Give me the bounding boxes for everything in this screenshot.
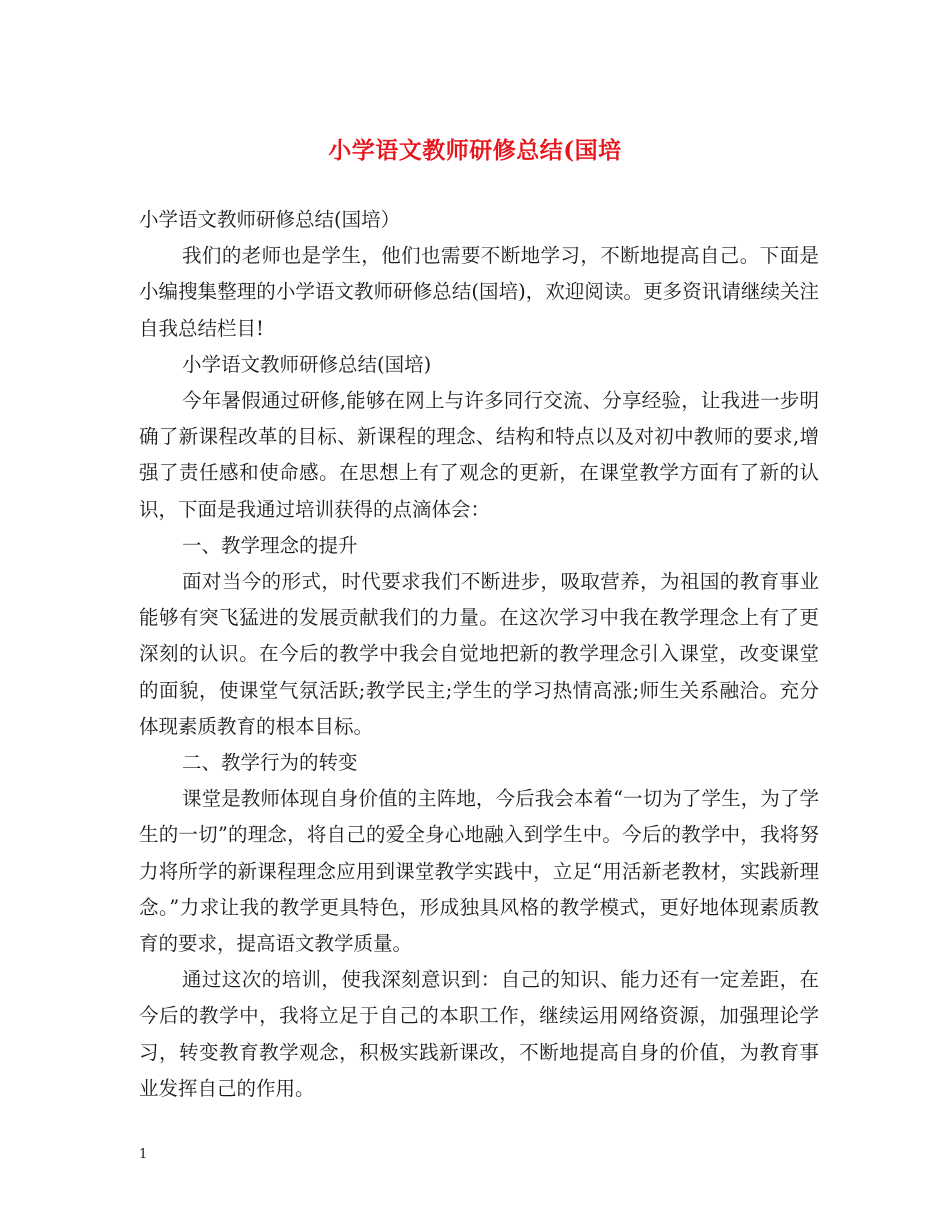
paragraph-heading-repeat: 小学语文教师研修总结(国培）: [139, 208, 401, 231]
page-number: 1: [139, 1147, 148, 1162]
paragraph-summer-training: 今年暑假通过研修,能够在网上与许多同行交流、分享经验，让我进一步明确了新课程改革的目标、新课程的理念、结构和特点以及对初中教师的要求,增强了责任感和使命感。在思想上有了观念的更新，在课堂教学方面有了新的认识，下面是我通过培训获得的点滴体会：: [139, 389, 819, 521]
paragraph-teaching-behavior: 课堂是教师体现自身价值的主阵地，今后我会本着“一切为了学生，为了学生的一切”的理念，将自己的爱全身心地融入到学生中。今后的教学中，我将努力将所学的新课程理念应用到课堂教学实践中，立足“用活新老教材，实践新理念。”力求让我的教学更具特色，形成独具风格的教学模式，更好地体现素质教育的要求，提高语文教学质量。: [139, 787, 819, 956]
section-heading-2: 二、教学行为的转变: [182, 751, 358, 775]
document-body: [139, 202, 819, 1107]
section-heading-1: 一、教学理念的提升: [182, 533, 358, 557]
paragraph-subtitle: 小学语文教师研修总结(国培): [182, 352, 432, 376]
paragraph-teaching-philosophy: 面对当今的形式，时代要求我们不断进步，吸取营养，为祖国的教育事业能够有突飞猛进的发展贡献我们的力量。在这次学习中我在教学理念上有了更深刻的认识。在今后的教学中我会自觉地把新的教学理念引入课堂，改变课堂的面貌，使课堂气氛活跃;教学民主;学生的学习热情高涨;师生关系融洽。充分体现素质教育的根本目标。: [139, 570, 819, 738]
paragraph-intro: 我们的老师也是学生，他们也需要不断地学习，不断地提高自己。下面是小编搜集整理的小学语文教师研修总结(国培)，欢迎阅读。更多资讯请继续关注自我总结栏目!: [139, 244, 819, 340]
paragraph-conclusion: 通过这次的培训，使我深刻意识到：自己的知识、能力还有一定差距，在今后的教学中，我将立足于自己的本职工作，继续运用网络资源，加强理论学习，转变教育教学观念，积极实践新课改，不断地提高自身的价值，为教育事业发挥自己的作用。: [139, 968, 819, 1100]
document-title: 小学语文教师研修总结(国培: [328, 137, 622, 164]
